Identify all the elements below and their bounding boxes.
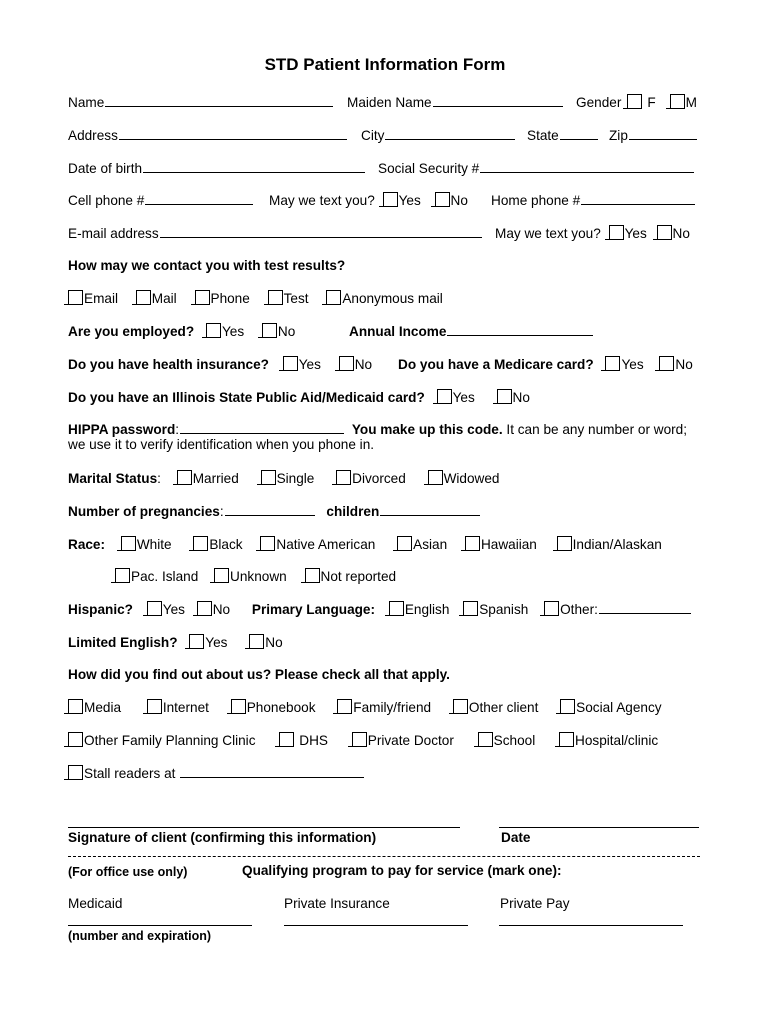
stall-readers-row [68, 765, 364, 782]
medicaid-yes-checkbox[interactable] [437, 389, 452, 404]
race-asian-label: Asian [413, 537, 448, 552]
ssn-row [378, 160, 694, 177]
city-row [361, 127, 515, 144]
marital-married-checkbox[interactable] [177, 470, 192, 485]
stall-readers-label: Stall readers at [84, 766, 176, 781]
income-field[interactable] [447, 323, 593, 336]
zip-row [609, 127, 697, 144]
medicaid-no-label: No [512, 390, 530, 405]
hispanic-yes-checkbox[interactable] [147, 601, 162, 616]
race-unknown-label: Unknown [230, 569, 287, 584]
insurance-yes-checkbox[interactable] [283, 356, 298, 371]
findout-phonebook-checkbox[interactable] [231, 699, 246, 714]
office-divider [68, 856, 700, 857]
findout-options-row2 [68, 732, 658, 749]
address-row [68, 127, 347, 144]
race-native-american-label: Native American [276, 537, 376, 552]
language-other-checkbox[interactable] [544, 601, 559, 616]
medicare-no-checkbox[interactable] [659, 356, 674, 371]
marital-married-label: Married [192, 471, 239, 486]
gender-row [576, 94, 697, 111]
contact-email-checkbox[interactable] [68, 290, 83, 305]
private-pay-line[interactable] [499, 925, 683, 926]
medicare-no-label: No [675, 357, 693, 372]
text-no-checkbox[interactable] [435, 192, 450, 207]
marital-row [68, 470, 499, 487]
findout-dhs-checkbox[interactable] [279, 732, 294, 747]
hispanic-row [68, 601, 691, 618]
text-question-2: May we text you? [495, 226, 601, 241]
race-black-checkbox[interactable] [193, 536, 208, 551]
medicaid-question: Do you have an Illinois State Public Aid/Medicaid card? [68, 390, 425, 405]
number-expiration-label: (number and expiration) [68, 929, 212, 943]
language-spanish-label: Spanish [479, 602, 529, 617]
address-field[interactable] [119, 127, 347, 140]
contact-email-label: Email [84, 291, 118, 306]
name-label: Name [68, 95, 105, 110]
email-row [68, 225, 482, 242]
findout-private-doctor-label: Private Doctor [367, 733, 454, 748]
marital-label: Marital Status [68, 471, 158, 486]
income-row [349, 323, 593, 340]
findout-social-agency-label: Social Agency [576, 700, 662, 715]
insurance-no-label: No [354, 357, 373, 372]
findout-school-checkbox[interactable] [478, 732, 493, 747]
race-not-reported-label: Not reported [320, 569, 397, 584]
name-field[interactable] [105, 94, 333, 107]
limited-no-checkbox[interactable] [249, 634, 264, 649]
hippa-instruction-rest: It can be any number or word; [502, 422, 688, 437]
insurance-no-checkbox[interactable] [339, 356, 354, 371]
city-field[interactable] [385, 127, 515, 140]
race-row [68, 536, 662, 553]
findout-options-row1 [68, 699, 662, 716]
language-other-label: Other: [560, 602, 598, 617]
medicare-yes-label: Yes [621, 357, 644, 372]
pregnancies-colon: : [219, 504, 224, 519]
gender-m-checkbox[interactable] [670, 94, 685, 109]
findout-family-planning-checkbox[interactable] [68, 732, 83, 747]
race-unknown-checkbox[interactable] [214, 568, 229, 583]
marital-divorced-label: Divorced [352, 471, 406, 486]
employed-no-label: No [277, 324, 296, 339]
contact-question: How may we contact you with test results? [68, 258, 346, 273]
findout-other-client-checkbox[interactable] [453, 699, 468, 714]
findout-private-doctor-checkbox[interactable] [352, 732, 367, 747]
address-label: Address [68, 128, 118, 143]
stall-readers-field[interactable] [180, 765, 364, 778]
text-permission-row [269, 192, 468, 209]
dob-field[interactable] [143, 160, 365, 173]
race-indian-alaskan-checkbox[interactable] [557, 536, 572, 551]
race-label: Race: [68, 537, 106, 552]
qualifying-program-label: Qualifying program to pay for service (mark one): [242, 863, 562, 878]
cell-row [68, 192, 253, 209]
hippa-row [68, 421, 687, 438]
hippa-instruction-line2: we use it to verify identification when you phone in. [68, 437, 375, 452]
insurance-row [68, 356, 372, 373]
office-use-label: (For office use only) [68, 865, 188, 879]
limited-no-label: No [265, 635, 283, 650]
language-spanish-checkbox[interactable] [463, 601, 478, 616]
home-phone-row [491, 192, 695, 209]
gender-f-label: F [647, 95, 656, 110]
medicaid-yes-label: Yes [452, 390, 475, 405]
medicare-question: Do you have a Medicare card? [398, 357, 594, 372]
hippa-field[interactable] [180, 421, 344, 434]
signature-label: Signature of client (confirming this information) [68, 830, 377, 845]
findout-internet-checkbox[interactable] [147, 699, 162, 714]
email-text-permission-row [495, 225, 690, 242]
findout-family-planning-label: Other Family Planning Clinic [84, 733, 256, 748]
medicaid-line[interactable] [68, 925, 252, 926]
marital-widowed-checkbox[interactable] [428, 470, 443, 485]
marital-colon: : [157, 471, 161, 486]
employed-yes-label: Yes [221, 324, 245, 339]
findout-family-friend-label: Family/friend [353, 700, 432, 715]
employed-yes-checkbox[interactable] [206, 323, 221, 338]
date-label: Date [501, 830, 531, 845]
contact-anonymous-label: Anonymous mail [342, 291, 443, 306]
contact-test-label: Test [283, 291, 309, 306]
findout-stall-readers-checkbox[interactable] [68, 765, 83, 780]
cell-phone-label: Cell phone # [68, 193, 145, 208]
state-field[interactable] [560, 127, 598, 140]
contact-test-checkbox[interactable] [268, 290, 283, 305]
hippa-label: HIPPA password [68, 422, 176, 437]
race-hawaiian-checkbox[interactable] [465, 536, 480, 551]
state-label: State [527, 128, 559, 143]
marital-widowed-label: Widowed [443, 471, 500, 486]
gender-label: Gender [576, 95, 622, 110]
pregnancies-label: Number of pregnancies [68, 504, 220, 519]
home-phone-field[interactable] [581, 192, 695, 205]
text-yes-label: Yes [398, 193, 421, 208]
maiden-name-label: Maiden Name [347, 95, 432, 110]
hispanic-no-label: No [212, 602, 231, 617]
text-no-label: No [450, 193, 468, 208]
language-english-label: English [404, 602, 450, 617]
insurance-question: Do you have health insurance? [68, 357, 269, 372]
private-insurance-line[interactable] [284, 925, 468, 926]
text-yes-checkbox[interactable] [383, 192, 398, 207]
private-insurance-label: Private Insurance [284, 896, 390, 911]
contact-phone-label: Phone [210, 291, 250, 306]
income-label: Annual Income [349, 324, 447, 339]
medicare-row [398, 356, 693, 373]
race-hawaiian-label: Hawaiian [480, 537, 537, 552]
hispanic-no-checkbox[interactable] [197, 601, 212, 616]
private-pay-label: Private Pay [500, 896, 570, 911]
gender-m-label: M [685, 95, 697, 110]
limited-english-label: Limited English? [68, 635, 178, 650]
employed-question: Are you employed? [68, 324, 195, 339]
limited-yes-checkbox[interactable] [189, 634, 204, 649]
zip-label: Zip [609, 128, 628, 143]
hippa-instruction-bold: You make up this code. [351, 422, 503, 437]
zip-field[interactable] [629, 127, 697, 140]
hispanic-label: Hispanic? [68, 602, 133, 617]
marital-divorced-checkbox[interactable] [336, 470, 351, 485]
children-field[interactable] [380, 503, 480, 516]
hippa-colon: : [175, 422, 180, 437]
limited-yes-label: Yes [205, 635, 228, 650]
findout-hospital-checkbox[interactable] [559, 732, 574, 747]
findout-dhs-label: DHS [299, 733, 328, 748]
employed-row [68, 323, 295, 340]
insurance-yes-label: Yes [298, 357, 321, 372]
maiden-name-field[interactable] [433, 94, 563, 107]
findout-school-label: School [493, 733, 536, 748]
contact-options [68, 290, 443, 307]
dob-row [68, 160, 365, 177]
findout-social-agency-checkbox[interactable] [560, 699, 575, 714]
findout-media-label: Media [84, 700, 122, 715]
race-native-american-checkbox[interactable] [260, 536, 275, 551]
contact-phone-checkbox[interactable] [195, 290, 210, 305]
hispanic-yes-label: Yes [162, 602, 185, 617]
race-pac-island-label: Pac. Island [131, 569, 199, 584]
race-white-checkbox[interactable] [121, 536, 136, 551]
findout-other-client-label: Other client [468, 700, 539, 715]
medicare-yes-checkbox[interactable] [605, 356, 620, 371]
pregnancies-field[interactable] [225, 503, 315, 516]
findout-hospital-label: Hospital/clinic [575, 733, 659, 748]
findout-family-friend-checkbox[interactable] [337, 699, 352, 714]
maiden-row [347, 94, 563, 111]
race-not-reported-checkbox[interactable] [305, 568, 320, 583]
date-line[interactable] [499, 827, 699, 828]
ssn-field[interactable] [480, 160, 694, 173]
race-asian-checkbox[interactable] [397, 536, 412, 551]
race-black-label: Black [209, 537, 243, 552]
cell-phone-field[interactable] [145, 192, 253, 205]
text-yes-checkbox-2[interactable] [609, 225, 624, 240]
state-row [527, 127, 598, 144]
gender-f-checkbox[interactable] [627, 94, 642, 109]
marital-single-checkbox[interactable] [261, 470, 276, 485]
children-label: children [326, 504, 380, 519]
findout-internet-label: Internet [162, 700, 209, 715]
ssn-label: Social Security # [378, 161, 480, 176]
limited-english-row [68, 634, 283, 651]
language-english-checkbox[interactable] [389, 601, 404, 616]
marital-single-label: Single [276, 471, 315, 486]
medicaid-no-checkbox[interactable] [497, 389, 512, 404]
findout-question: How did you find out about us? Please check all that apply. [68, 667, 450, 682]
race-indian-alaskan-label: Indian/Alaskan [572, 537, 662, 552]
signature-line[interactable] [68, 827, 460, 828]
name-row [68, 94, 333, 111]
employed-no-checkbox[interactable] [262, 323, 277, 338]
race-row-2 [115, 568, 396, 585]
text-no-checkbox-2[interactable] [657, 225, 672, 240]
text-no-label-2: No [672, 226, 690, 241]
language-other-field[interactable] [599, 601, 691, 614]
contact-mail-checkbox[interactable] [136, 290, 151, 305]
race-pac-island-checkbox[interactable] [115, 568, 130, 583]
city-label: City [361, 128, 385, 143]
contact-mail-label: Mail [151, 291, 177, 306]
email-label: E-mail address [68, 226, 159, 241]
text-yes-label-2: Yes [624, 226, 647, 241]
email-field[interactable] [160, 225, 482, 238]
home-phone-label: Home phone # [491, 193, 581, 208]
findout-media-checkbox[interactable] [68, 699, 83, 714]
medicaid-option-label: Medicaid [68, 896, 123, 911]
medicaid-row [68, 389, 530, 406]
text-question: May we text you? [269, 193, 375, 208]
findout-phonebook-label: Phonebook [246, 700, 316, 715]
page-title: STD Patient Information Form [264, 55, 506, 74]
language-label: Primary Language: [251, 602, 376, 617]
dob-label: Date of birth [68, 161, 143, 176]
contact-anonymous-checkbox[interactable] [326, 290, 341, 305]
race-white-label: White [136, 537, 172, 552]
pregnancies-row [68, 503, 480, 520]
